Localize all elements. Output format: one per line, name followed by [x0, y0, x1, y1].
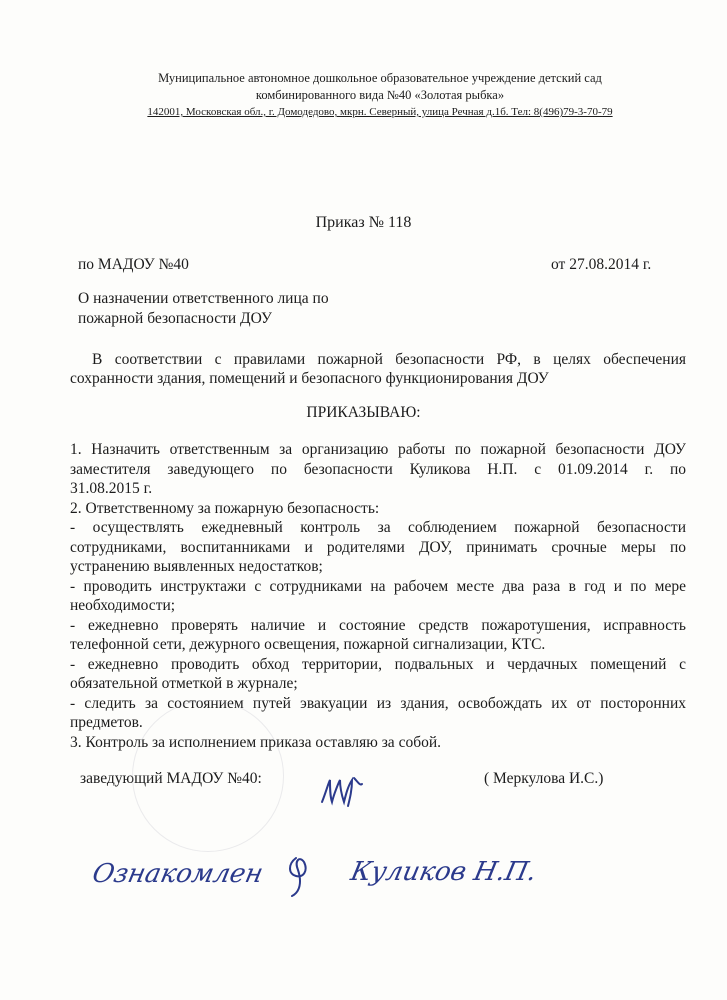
- order-body-line: обязательной отметкой в журнале;: [70, 675, 298, 692]
- order-body-line: 1. Назначить ответственным за организацию работы по пожарной безопасности ДОУ: [70, 441, 686, 458]
- order-body-line: заместителя заведующего по безопасности Куликова Н.П. с 01.09.2014 г. по: [70, 460, 686, 478]
- order-body-line: необходимости;: [70, 597, 176, 614]
- signature-position: заведующий МАДОУ №40:: [80, 770, 262, 787]
- order-body-line: сотрудниками, воспитанниками и родителями ДОУ, принимать срочные меры по: [70, 538, 686, 556]
- intro-line2: сохранности здания, помещений и безопасного функционирования ДОУ: [70, 370, 549, 387]
- handwritten-acknowledgement: [89, 840, 540, 900]
- order-body-line: устранению выявленных недостатков;: [70, 558, 323, 575]
- order-subject-line1: О назначении ответственного лица по: [78, 290, 329, 307]
- order-body-line: - ежедневно проводить обход территории, подвальных и чердачных помещений с: [70, 655, 686, 673]
- director-signature: [318, 772, 368, 812]
- order-title: Приказ № 118: [315, 214, 412, 231]
- order-body-line: - проводить инструктажи с сотрудниками на рабочем месте два раза в год и по мере: [70, 577, 686, 595]
- order-subject-line2: пожарной безопасности ДОУ: [78, 310, 272, 327]
- initials-signature: [290, 858, 306, 896]
- header-institution-line2: комбинированного вида №40 «Золотая рыбка»: [255, 88, 505, 102]
- order-body-line: 31.08.2015 г.: [70, 480, 153, 497]
- order-institution: по МАДОУ №40: [78, 256, 189, 273]
- order-date: от 27.08.2014 г.: [551, 256, 652, 273]
- order-body-line: 2. Ответственному за пожарную безопасность:: [70, 499, 380, 517]
- handwritten-acknowledged-text: Ознакомлен: [89, 859, 266, 889]
- order-body-line: 3. Контроль за исполнением приказа оставляю за собой.: [70, 733, 442, 751]
- order-body-line: - следить за состоянием путей эвакуации из здания, освобождать их от посторонних: [70, 694, 686, 712]
- order-body-line: предметов.: [70, 714, 143, 731]
- faint-stamp: [132, 700, 284, 852]
- header-address: 142001, Московская обл., г. Домодедово, мкрн. Северный, улица Речная д.1б. Тел: 8(496)79-3-70-79: [147, 106, 613, 118]
- handwritten-name-text: Куликов Н.П.: [348, 857, 540, 887]
- intro-line1: В соответствии с правилами пожарной безопасности РФ, в целях обеспечения: [92, 351, 686, 368]
- header-institution-line1: Муниципальное автономное дошкольное образовательное учреждение детский сад: [158, 71, 602, 85]
- order-body-line: - осуществлять ежедневный контроль за соблюдением пожарной безопасности: [70, 519, 686, 536]
- signature-name: ( Меркулова И.С.): [484, 770, 604, 787]
- prikazyvayu-heading: ПРИКАЗЫВАЮ:: [306, 404, 421, 421]
- order-body-line: - ежедневно проверять наличие и состояние средств пожаротушения, исправность: [70, 616, 686, 634]
- order-body-line: телефонной сети, дежурного освещения, пожарной сигнализации, КТС.: [70, 636, 546, 653]
